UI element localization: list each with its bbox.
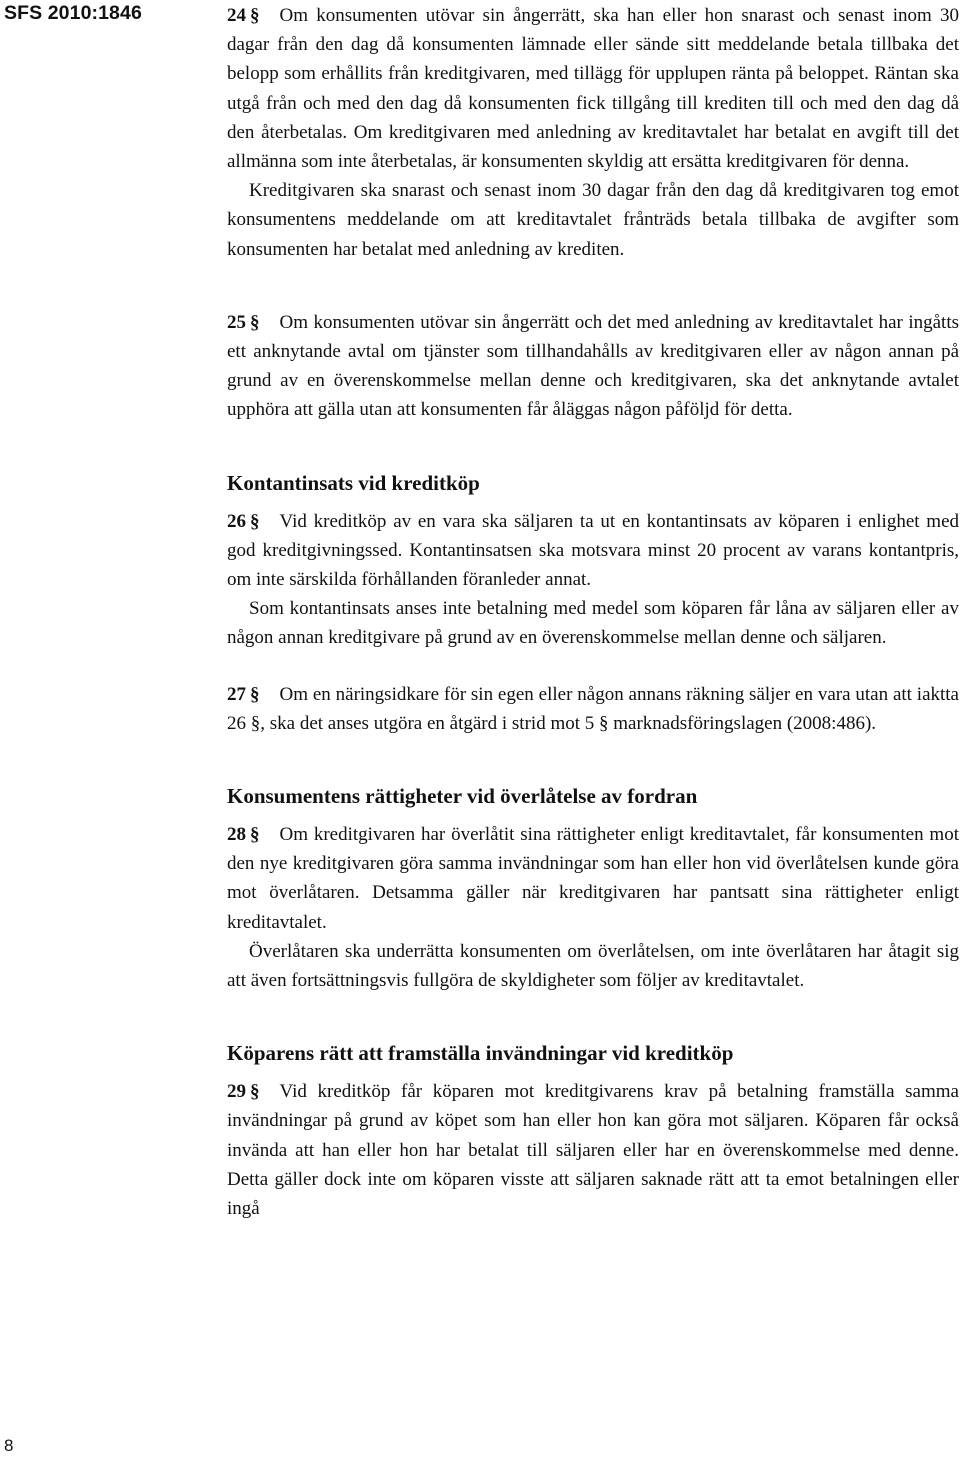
section-29-text-1: Vid kreditköp får köparen mot kreditgivarens krav på betalning framställa samma invändningar på grund av köpet som han eller hon kan göra mot säljaren. Köparen får också invända att han eller hon har betalat till säljaren eller har en överenskommelse med denne. Detta gäller dock inte om köparen visste att säljaren saknade rätt att ta emot betalningen eller ingå bbox=[227, 1081, 959, 1220]
section-sign-icon: § bbox=[250, 824, 260, 846]
section-26-text-1: Vid kreditköp av en vara ska säljaren ta ut en kontantinsats av köparen i enlighet med god kreditgivningssed. Kontantinsatsen ska motsvara minst 20 procent av varans kontantpris, om inte särskilda förhållanden föranleder annat. bbox=[227, 510, 959, 591]
section-24 bbox=[227, 1, 959, 264]
section-28-text-1: Om kreditgivaren har överlåtit sina rättigheter enligt kreditavtalet, får konsumenten mot den nye kreditgivaren göra samma invändningar som han eller hon vid överlåtelsen kunde göra mot överlåtaren. Detsamma gäller när kreditgivaren har pantsatt sina rättigheter enligt kreditavtalet. bbox=[227, 824, 959, 933]
section-29-paragraph-1 bbox=[227, 1077, 959, 1223]
section-24-paragraph-2: Kreditgivaren ska snarast och senast inom 30 dagar från den dag då kreditgivaren tog emot konsumentens meddelande om att kreditavtalet frånträds betala tillbaka de avgifter som konsumenten har betalat med anledning av krediten. bbox=[227, 180, 959, 260]
section-sign-icon: § bbox=[250, 5, 260, 26]
section-28-label: 28 § bbox=[227, 824, 260, 846]
heading-rattigheter: Konsumentens rättigheter vid överlåtelse av fordran bbox=[227, 784, 698, 809]
section-26-paragraph-2: Som kontantinsats anses inte betalning med medel som köparen får låna av säljaren eller av någon annan kreditgivare på grund av en överenskommelse mellan denne och säljaren. bbox=[227, 598, 959, 649]
heading-kontantinsats: Kontantinsats vid kreditköp bbox=[227, 470, 480, 495]
section-26-label: 26 § bbox=[227, 510, 260, 532]
section-28-paragraph-1 bbox=[227, 820, 959, 937]
section-25-text-1: Om konsumenten utövar sin ångerrätt och det med anledning av kreditavtalet har ingåtts ett anknytande avtal om tjänster som tillhandahålls av kreditgivaren eller av någon annan på grund av en överenskommelse mellan denne och kreditgivaren, ska det anknytande avtalet upphöra att gälla utan att konsumenten får åläggas någon påföljd för detta. bbox=[227, 311, 959, 421]
section-27-label: 27 § bbox=[227, 683, 260, 705]
section-28-paragraph-2: Överlåtaren ska underrätta konsumenten om överlåtelsen, om inte överlåtaren har åtagit sig att även fortsättningsvis fullgöra de skyldigheter som följer av kreditavtalet. bbox=[227, 940, 959, 992]
section-sign-icon: § bbox=[250, 510, 260, 532]
sfs-number: SFS 2010:1846 bbox=[4, 2, 142, 24]
document-body bbox=[227, 1, 959, 1223]
section-27-paragraph-1 bbox=[227, 680, 959, 738]
section-24-text-1: Om konsumenten utövar sin ångerrätt, ska han eller hon snarast och senast inom 30 dagar från den dag då konsumenten lämnade eller sände sitt meddelande betala tillbaka det belopp som erhållits från kreditgivaren, med tillägg för upplupen ränta på beloppet. Räntan ska utgå från och med den dag då konsumenten fick tillgång till krediten till och med den dag då den återbetalas. Om kreditgivaren med anledning av kreditavtalet har betalat en avgift till det allmänna som inte återbetalas, är konsumenten skyldig att ersätta kreditgivaren för denna. bbox=[227, 5, 959, 173]
section-26-paragraph-1 bbox=[227, 507, 959, 595]
section-28 bbox=[227, 820, 959, 995]
section-25-label: 25 § bbox=[227, 311, 260, 333]
heading-invandningar: Köparens rätt att framställa invändningar vid kreditköp bbox=[227, 1041, 734, 1066]
section-27-text-1: Om en näringsidkare för sin egen eller någon annans räkning säljer en vara utan att iaktta 26 §, ska det anses utgöra en åtgärd i strid mot 5 § marknadsföringslagen (2008:486). bbox=[227, 683, 959, 734]
section-27 bbox=[227, 680, 959, 738]
section-26 bbox=[227, 507, 959, 653]
section-25 bbox=[227, 308, 959, 425]
section-25-paragraph-1 bbox=[227, 308, 959, 425]
section-sign-icon: § bbox=[250, 311, 260, 333]
section-24-paragraph-1 bbox=[227, 1, 959, 176]
page-number: 8 bbox=[4, 1436, 14, 1455]
section-29 bbox=[227, 1077, 959, 1223]
section-24-label: 24 § bbox=[227, 5, 260, 26]
section-29-label: 29 § bbox=[227, 1081, 260, 1103]
section-sign-icon: § bbox=[250, 683, 260, 705]
section-sign-icon: § bbox=[250, 1081, 260, 1103]
